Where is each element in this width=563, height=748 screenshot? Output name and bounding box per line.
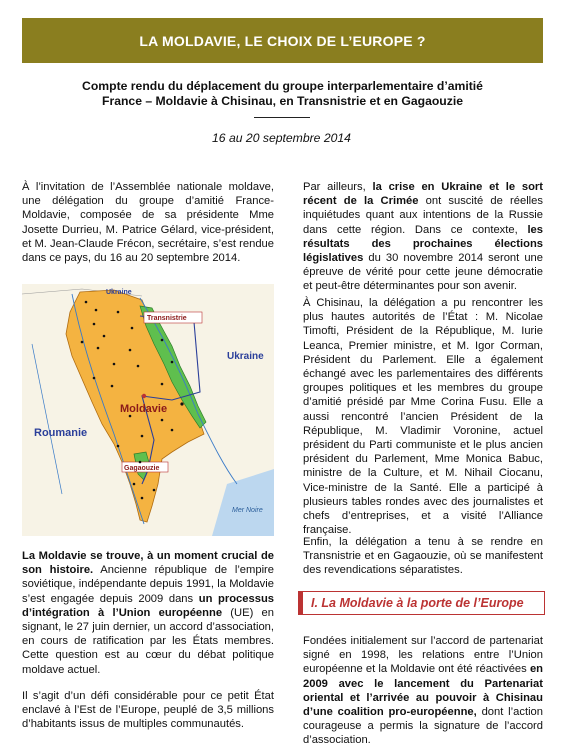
text-signature: dont l’action courageuse a permis la signature de l’accord d’association. xyxy=(303,706,543,747)
bold-ukraine-crisis: la crise en Ukraine et le sort récent de la Crimée xyxy=(303,181,543,208)
divider xyxy=(254,117,310,118)
label-gagaouzie: Gagaouzie xyxy=(124,465,160,472)
section-heading: I. La Moldavie à la porte de l’Europe xyxy=(311,596,524,610)
label-ukraine-north: Ukraine xyxy=(106,289,132,296)
subtitle-line-1: Compte rendu du déplacement du groupe interparlementaire d’amitié xyxy=(82,79,483,93)
text-partnership-1998: Fondées initialement sur l’accord de partenariat signé en 1998, les relations entre l’Union européenne et la Moldavie ont été réactivées xyxy=(303,635,543,676)
label-moldavie: Moldavie xyxy=(120,403,168,415)
bold-crucial-moment: La Moldavie se trouve, à un moment crucial de son histoire. xyxy=(22,550,274,577)
trip-dates: 16 au 20 septembre 2014 xyxy=(212,131,351,145)
page-title: LA MOLDAVIE, LE CHOIX DE L’EUROPE ? xyxy=(139,32,426,49)
bold-eastern-partnership: en 2009 avec le lancement du Partenariat oriental et l’arrivée au pouvoir à Chisinau d’une coalition pro-européenne, xyxy=(303,663,543,719)
label-roumanie: Roumanie xyxy=(34,427,88,439)
bold-election-results: les résultats des prochaines élections législatives xyxy=(303,223,543,265)
challenge-paragraph: Il s’agit d’un défi considérable pour ce petit État enclavé à l’Est de l’Europe, peuplé de 3,5 millions d’habitants issus de multiples communautés. xyxy=(22,690,274,731)
moldova-map xyxy=(22,284,274,536)
label-transnistrie: Transnistrie xyxy=(147,315,187,322)
subtitle-line-2: France – Moldavie à Chisinau, en Transnistrie et en Gagaouzie xyxy=(102,94,463,108)
report-subtitle xyxy=(40,79,525,109)
text-election-date: du 30 novembre 2014 seront une épreuve de vérité pour cette jeune démocratie et peut-être déterminantes pour son avenir. xyxy=(303,252,543,293)
separatist-regions-paragraph: Enfin, la délégation a tenu à se rendre en Transnistrie et en Gagaouzie, où se manifestent des revendications séparatistes. xyxy=(303,536,543,577)
intro-paragraph: À l’invitation de l’Assemblée nationale moldave, une délégation du groupe d’amitié France-Moldavie, composée de sa présidente Mme Josette Durrieu, M. Patrice Gélard, vice-président, et M. Jean-Claude Frécon, secrétaire, s’est rendue dans ce pays, du 16 au 20 septembre 2014. xyxy=(22,181,274,265)
label-ukraine-east: Ukraine xyxy=(227,351,264,362)
text-association-agreement: (UE) en signant, le 27 juin dernier, un accord d’association, en cours de ratification par les États membres. Cette question est au cœur du débat politique moldave actuel. xyxy=(22,606,274,676)
text-russia-concerns: ont suscité de réelles inquiétudes quant aux intentions de la Russie dans cette région. Dans ce contexte, xyxy=(303,195,543,236)
section-heading-box xyxy=(298,591,545,615)
text-par-ailleurs: Par ailleurs, xyxy=(303,181,373,193)
label-mer-noire: Mer Noire xyxy=(232,507,263,514)
ukraine-crisis-paragraph xyxy=(303,180,543,294)
chisinau-meetings-paragraph: À Chisinau, la délégation a pu rencontrer les plus hautes autorités de l’État : M. Nicolae Timofti, Président de la République, M. Iurie Leanca, Premier ministre, et M. Igor Corman, Président du Parlement. Elle a également échangé avec les parlementaires des différents groupes politiques et les membres du groupe d’amitié présidé par Mme Corina Fusu. Elle a aussi rencontré l’ancien Président de la République, M. Vladimir Voronine, actuel président du Parti communiste et le plus ancien président du Parlement, Mme Monica Babuc, ministre de la Culture, et M. Nihail Ciocanu, Vice-ministre de la Santé. Elle a participé à plusieurs tables rondes avec des journalistes et chefs d’entreprises, et a visité l’Alliance française. xyxy=(303,297,543,537)
text-soviet-history: Ancienne république de l’empire soviétique, indépendante depuis 1991, la Moldavie s’est engagée depuis 2009 dans xyxy=(22,564,275,605)
title-banner xyxy=(22,18,543,63)
bold-eu-integration: un processus d’intégration à l’Union européenne xyxy=(22,592,274,619)
eu-relations-paragraph xyxy=(303,634,543,748)
crucial-moment-paragraph xyxy=(22,549,274,677)
